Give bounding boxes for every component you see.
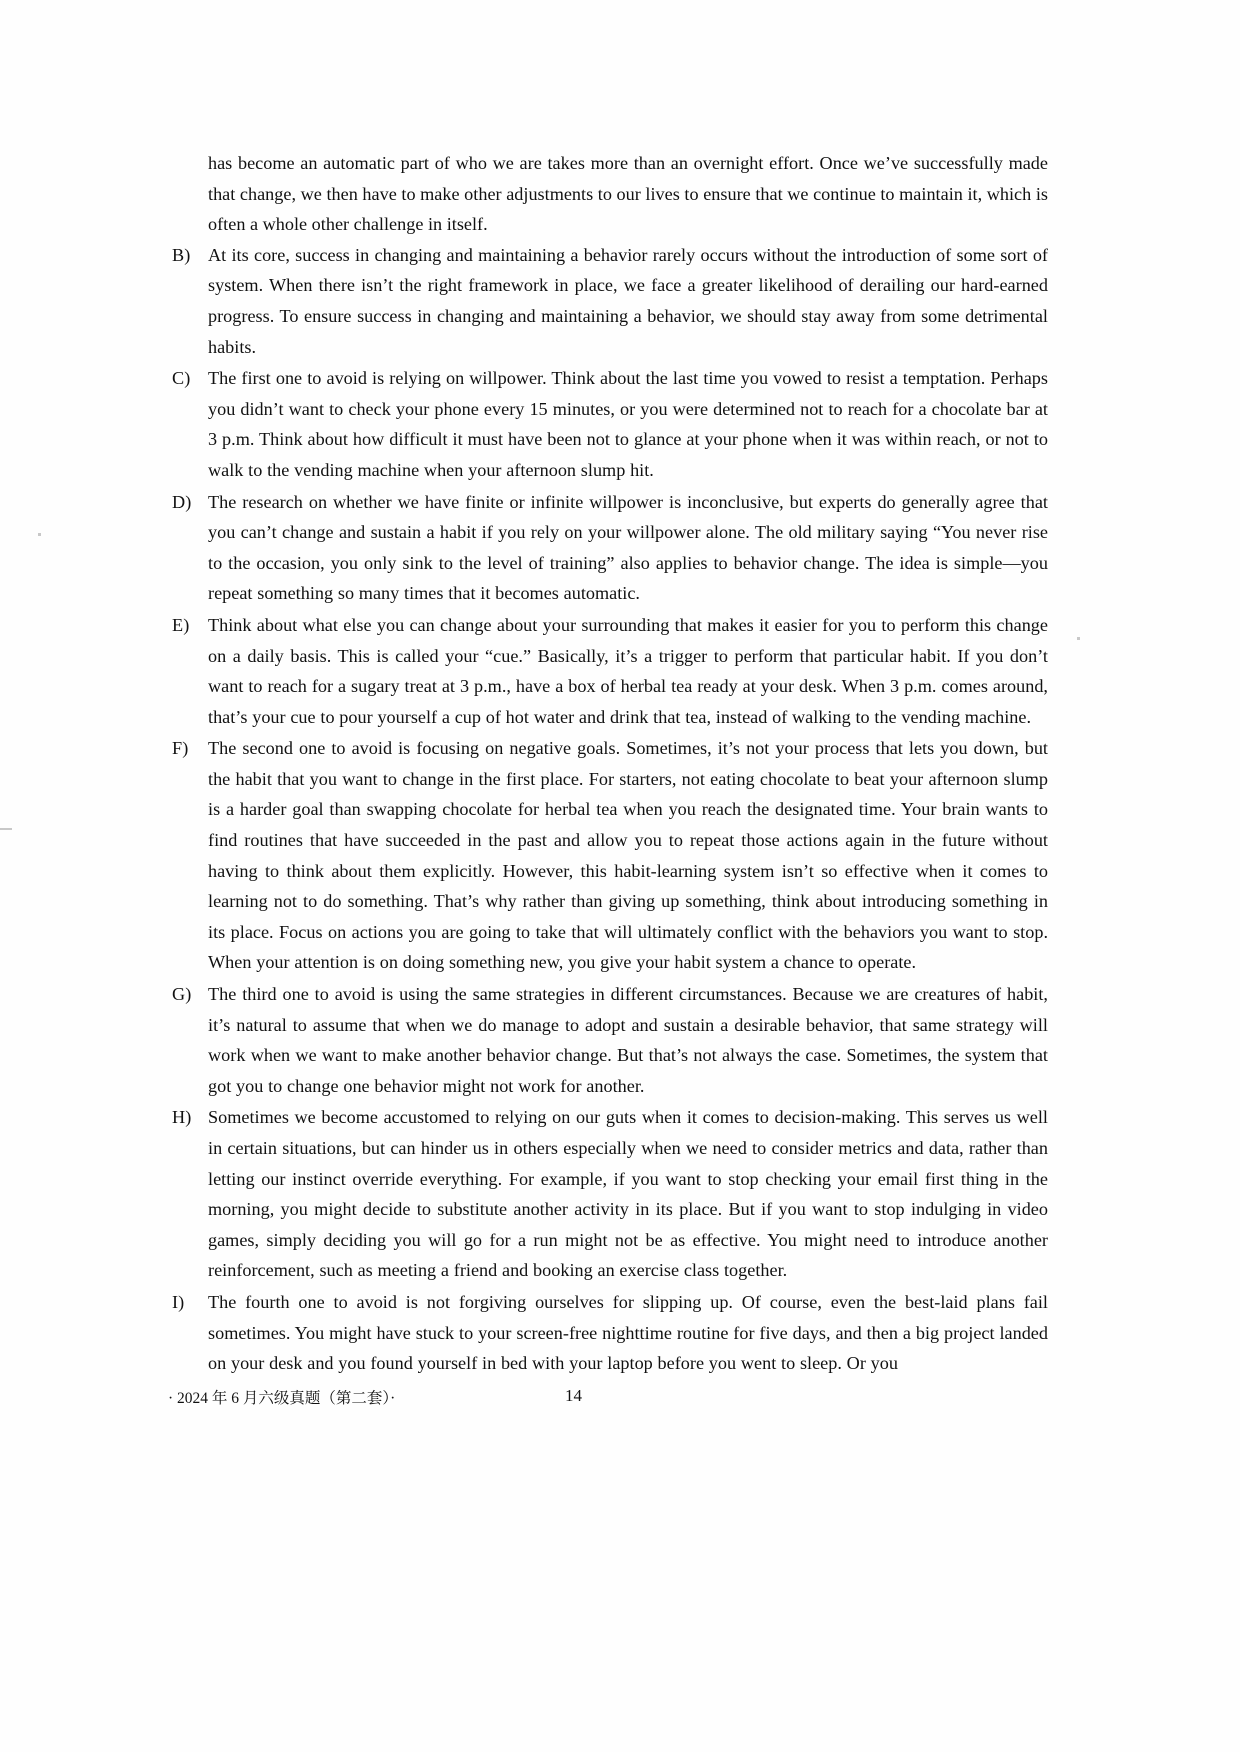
- paragraph-text-g: The third one to avoid is using the same strategies in different circumstances. Because we are creatures of habit, it’s natural to assume that when we do manage to adopt and sustain a desirable behavior, that same strategy will work when we want to make another behavior change. But that’s not always the case. Sometimes, the system that got you to change one behavior might not work for another.: [208, 984, 1048, 1096]
- page-footer: [0, 1386, 1240, 1426]
- paragraph-label-i: I): [172, 1291, 185, 1312]
- paragraph-text-d: The research on whether we have finite or infinite willpower is inconclusive, but experts do generally agree that you can’t change and sustain a habit if you rely on your willpower alone. The old military saying “You never rise to the occasion, you only sink to the level of training” also applies to behavior change. The idea is simple—you repeat something so many times that it becomes automatic.: [208, 491, 1048, 604]
- scan-artifact: [0, 828, 12, 830]
- article-body: [172, 148, 1048, 1380]
- paragraph-d: [172, 487, 1048, 609]
- paragraph-e: [172, 610, 1048, 732]
- footer-exam-note: · 2024 年 6 月六级真题（第二套）·: [168, 1390, 396, 1407]
- scan-artifact: [38, 533, 41, 536]
- paragraph-text-c: The first one to avoid is relying on willpower. Think about the last time you vowed to resist a temptation. Perhaps you didn’t want to check your phone every 15 minutes, or you were determined not to reach for a chocolate bar at 3 p.m. Think about how difficult it must have been not to glance at your phone when it was within reach, or not to walk to the vending machine when your afternoon slump hit.: [208, 368, 1048, 480]
- paragraph-text-i: The fourth one to avoid is not forgiving ourselves for slipping up. Of course, even the best-laid plans fail sometimes. You might have stuck to your screen-free nighttime routine for five days, and then a big project landed on your desk and you found yourself in bed with your laptop before you went to sleep. Or you: [208, 1291, 1048, 1374]
- paragraph-continuation: has become an automatic part of who we are takes more than an overnight effort. Once we’ve successfully made that change, we then have to make other adjustments to our lives to ensure that we continue to maintain it, which is often a whole other challenge in itself.: [208, 153, 1048, 235]
- paragraph-label-h: H): [172, 1107, 192, 1128]
- paragraph-text-b: At its core, success in changing and maintaining a behavior rarely occurs without the introduction of some sort of system. When there isn’t the right framework in place, we face a greater likelihood of derailing our hard-earned progress. To ensure success in changing and maintaining a behavior, we should stay away from some detrimental habits.: [208, 244, 1048, 357]
- paragraph-label-f: F): [172, 738, 189, 759]
- paragraph-i: [172, 1287, 1048, 1379]
- paragraph-f: [172, 733, 1048, 978]
- paragraph-label-d: D): [172, 491, 192, 512]
- paragraph-text-f: The second one to avoid is focusing on negative goals. Sometimes, it’s not your process that lets you down, but the habit that you want to change in the first place. For starters, not eating chocolate to beat your afternoon slump is a harder goal than swapping chocolate for herbal tea when you reach the designated time. Your brain wants to find routines that have succeeded in the past and allow you to repeat those actions again in the future without having to think about them explicitly. However, this habit-learning system isn’t so effective when it comes to learning not to do something. That’s why rather than giving up something, think about introducing something in its place. Focus on actions you are going to take that will ultimately conflict with the behaviors you want to stop. When your attention is on doing something new, you give your habit system a chance to operate.: [208, 738, 1048, 973]
- scan-artifact: [1077, 637, 1080, 640]
- paragraph-label-g: G): [172, 984, 192, 1005]
- paragraph-label-c: C): [172, 368, 191, 389]
- paragraph-h: [172, 1102, 1048, 1286]
- paragraph-c: [172, 363, 1048, 485]
- paragraph-label-b: B): [172, 244, 191, 265]
- paragraph-text-e: Think about what else you can change about your surrounding that makes it easier for you to perform this change on a daily basis. This is called your “cue.” Basically, it’s a trigger to perform that particular habit. If you don’t want to reach for a sugary treat at 3 p.m., have a box of herbal tea ready at your desk. When 3 p.m. comes around, that’s your cue to pour yourself a cup of hot water and drink that tea, instead of walking to the vending machine.: [208, 614, 1048, 727]
- paragraph-b: [172, 240, 1048, 362]
- paragraph-text-h: Sometimes we become accustomed to relying on our guts when it comes to decision-making. This serves us well in certain situations, but can hinder us in others especially when we need to consider metrics and data, rather than letting our instinct override everything. For example, if you want to stop checking your email first thing in the morning, you might decide to substitute another activity in its place. But if you want to stop indulging in video games, simply deciding you will go for a run might not be as effective. You might need to introduce another reinforcement, such as meeting a friend and booking an exercise class together.: [208, 1107, 1048, 1281]
- paragraph-label-e: E): [172, 614, 190, 635]
- paragraph-g: [172, 979, 1048, 1101]
- page-number: 14: [565, 1386, 582, 1405]
